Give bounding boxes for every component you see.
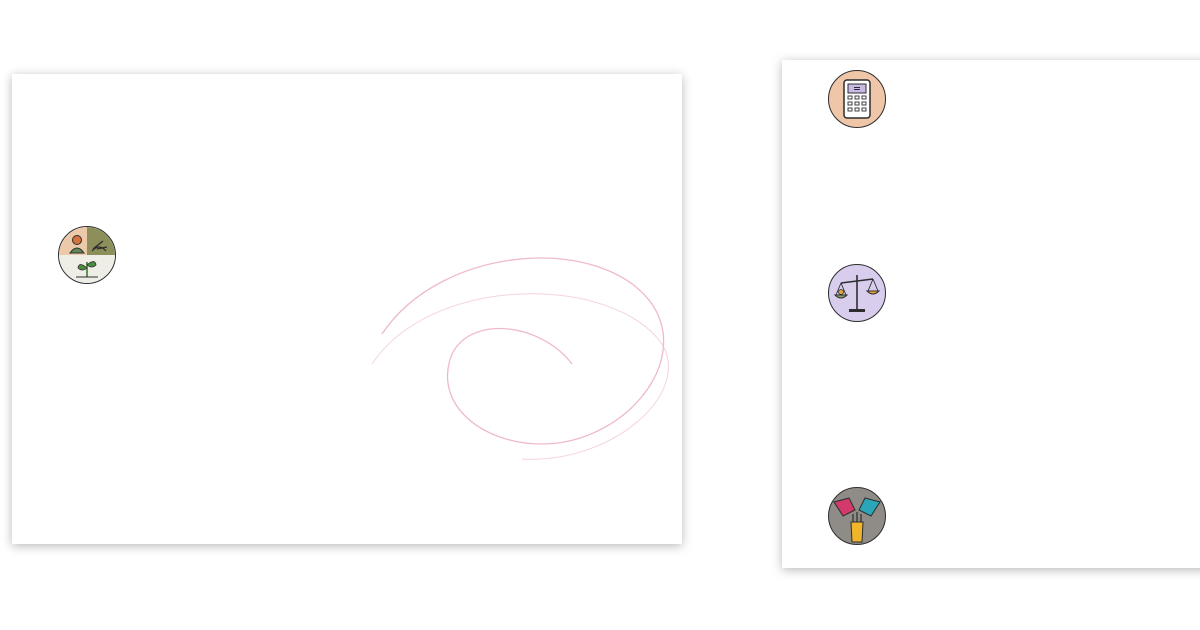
people-planet-icon bbox=[58, 226, 116, 284]
left-document-page bbox=[12, 74, 682, 544]
hands-icon bbox=[828, 487, 886, 545]
scales-icon bbox=[828, 264, 886, 322]
section-heading bbox=[138, 223, 144, 234]
right-document-page bbox=[782, 60, 1200, 568]
decorative-swirl bbox=[372, 214, 672, 464]
calculator-icon bbox=[828, 70, 886, 128]
